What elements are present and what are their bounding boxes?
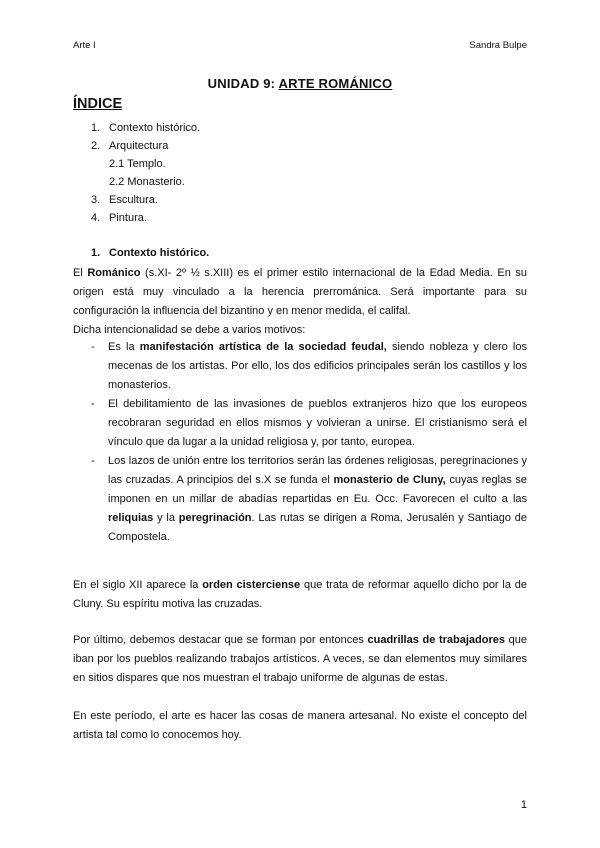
header-left: Arte I — [73, 40, 96, 51]
toc-item-2-2: 2.2 Monasterio. — [109, 176, 185, 188]
b3-bold-peregrinacion: peregrinación — [178, 512, 252, 524]
toc-item-2-1: 2.1 Templo. — [109, 158, 166, 170]
indice-heading: ÍNDICE — [73, 96, 123, 112]
b1-text-c: siendo nobleza y clero los mecenas de los artistas. Por ello, los dos edificios principales serán los castillos y los monasterios. — [108, 341, 527, 391]
page-title — [0, 76, 600, 91]
p3-bold: orden cisterciense — [202, 579, 301, 591]
p1-text-c: (s.XI- 2º ½ s.XIII) es el primer estilo internacional de la Edad Media. En su origen está muy vinculado a la herencia prerrománica. Será importante para su configuración la influencia del bizantino y en menor medida, el califal. — [73, 267, 527, 317]
toc-num-4: 4. — [91, 212, 101, 224]
section-number: 1. — [91, 247, 101, 259]
b2-text: El debilitamiento de las invasiones de pueblos extranjeros hizo que los europeos recobraran seguridad en ellos mismos y volvieran a unirse. El cristianismo será el vínculo que da lugar a la unidad religiosa y, por tanto, europea. — [108, 398, 527, 448]
bullet-dash: - — [91, 398, 95, 410]
paragraph-artesanal: En este período, el arte es hacer las cosas de manera artesanal. No existe el concepto del artista tal como lo conocemos hoy. — [73, 710, 527, 741]
toc-num-3: 3. — [91, 194, 101, 206]
toc-item-3: Escultura. — [109, 194, 158, 206]
p4-bold: cuadrillas de trabajadores — [367, 634, 505, 646]
page-number: 1 — [520, 799, 527, 811]
paragraph-romanico — [73, 264, 527, 321]
b1-bold: manifestación artística de la sociedad feudal, — [139, 341, 387, 353]
list-item — [73, 395, 527, 452]
p1-bold-romanico: Románico — [87, 267, 141, 279]
bullet-list — [73, 338, 527, 547]
p3-text-a: En el siglo XII aparece la — [73, 579, 203, 591]
b1-text-a: Es la — [108, 341, 140, 353]
title-underlined: ARTE ROMÁNICO — [278, 76, 393, 91]
paragraph-cisterciense — [73, 576, 527, 614]
title-prefix: UNIDAD 9: — [207, 76, 279, 91]
b3-text-e: y la — [153, 512, 179, 524]
toc-num-1: 1. — [91, 122, 101, 134]
toc-item-1: Contexto histórico. — [109, 122, 201, 134]
p3-text-c: que trata de reformar aquello dicho por la de Cluny. Su espíritu motiva las cruzadas. — [73, 579, 527, 610]
toc-num-2: 2. — [91, 140, 101, 152]
bullet-dash: - — [91, 341, 95, 353]
toc-item-4: Pintura. — [109, 212, 147, 224]
b3-text-c: cuyas reglas se imponen en un millar de abadías repartidas en Eu. Occ. Favorecen el culto a las — [108, 474, 528, 505]
b3-bold-cluny: monasterio de Cluny, — [333, 474, 446, 486]
paragraph-motivos: Dicha intencionalidad se debe a varios motivos: — [73, 324, 306, 336]
b3-text-a: Los lazos de unión entre los territorios serán las órdenes religiosas, peregrinaciones y las cruzadas. A principios del s.X se funda el — [108, 455, 527, 486]
b3-bold-reliquias: reliquias — [108, 512, 154, 524]
p1-text-a: El — [73, 267, 88, 279]
header-right: Sandra Bulpe — [469, 40, 527, 51]
p4-text-c: que iban por los pueblos realizando trabajos artísticos. A veces, se dan elementos muy similares en sitios dispares que nos muestran el trabajo uniforme de algunas de estas. — [73, 634, 527, 684]
list-item — [73, 452, 527, 547]
list-item — [73, 338, 527, 395]
p4-text-a: Por último, debemos destacar que se forman por entonces — [73, 634, 368, 646]
paragraph-cuadrillas — [73, 631, 527, 688]
bullet-dash: - — [91, 455, 95, 467]
section-title: Contexto histórico. — [109, 247, 210, 259]
b3-text-g: . Las rutas se dirigen a Roma, Jerusalén y Santiago de Compostela. — [108, 512, 527, 543]
toc-item-2: Arquitectura — [109, 140, 169, 152]
